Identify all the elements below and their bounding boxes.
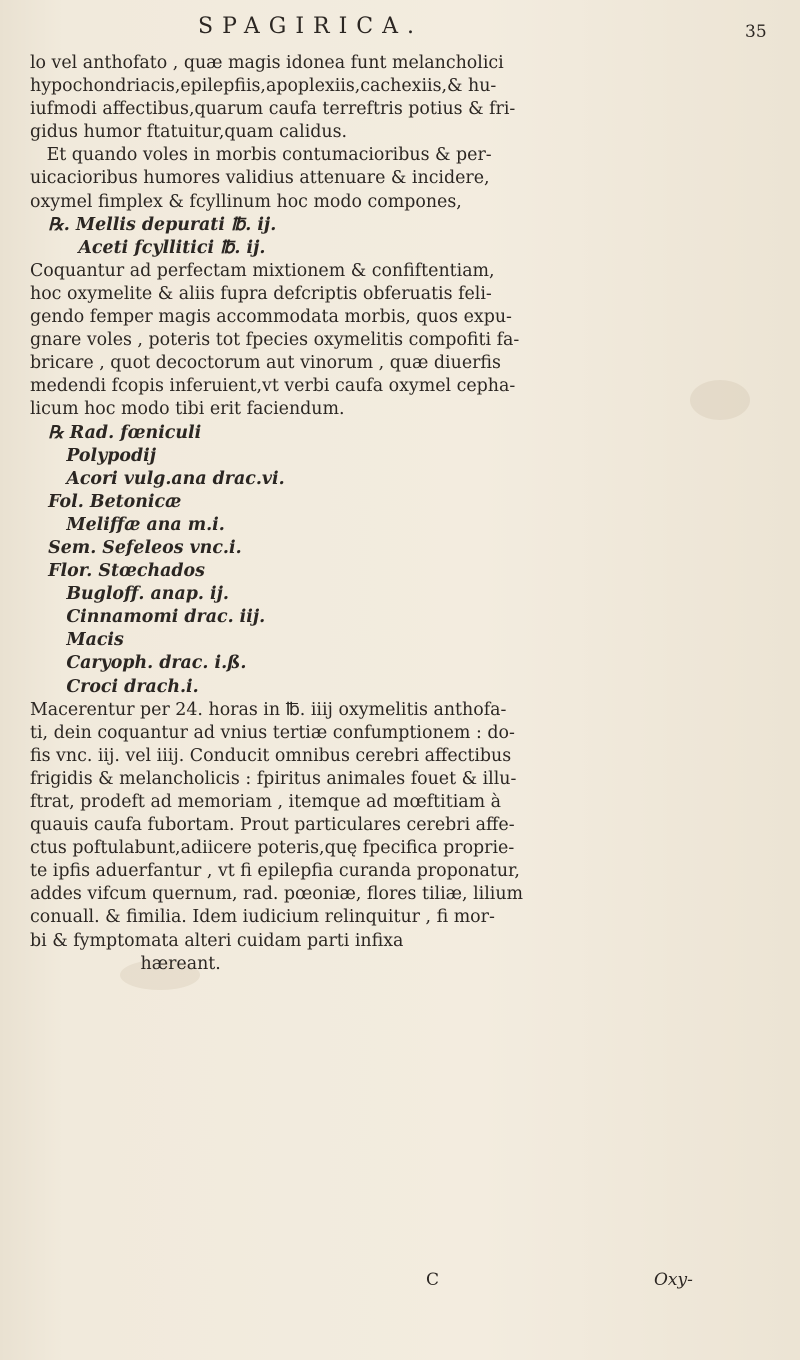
text-line: ctus poftulabunt,adiicere poteris,quę fpecifica proprie- xyxy=(30,838,515,859)
text-line: uicacioribus humores validius attenuare & incidere, xyxy=(30,168,490,189)
text-line: iufmodi affectibus,quarum caufa terreftris potius & fri- xyxy=(30,99,516,120)
text-line: bi & fymptomata alteri cuidam parti infixa xyxy=(30,930,404,951)
text-line: gidus humor ftatuitur,quam calidus. xyxy=(30,122,348,143)
recipe-line: Fol. Betonicæ xyxy=(30,491,182,512)
recipe-line: Meliffæ ana m.i. xyxy=(30,514,225,535)
text-line: medendi fcopis inferuient,vt verbi caufa oxymel cepha- xyxy=(30,376,516,397)
recipe-line: ℞ Rad. fœniculi xyxy=(30,422,202,443)
text-line: Coquantur ad perfectam mixtionem & confiftentiam, xyxy=(30,260,495,281)
catchword: Oxy- xyxy=(654,1270,693,1290)
recipe-line: Macis xyxy=(30,630,124,651)
recipe-line: Bugloff. anap. ij. xyxy=(30,584,229,605)
recipe-line: Sem. Sefeleos vnc.i. xyxy=(30,537,242,558)
text-line: hæreant. xyxy=(30,953,221,974)
text-line: hypochondriacis,epilepfiis,apoplexiis,cachexiis,& hu- xyxy=(30,76,497,97)
recipe-line: ℞. Mellis depurati ℔. ij. xyxy=(30,214,277,235)
text-line: frigidis & melancholicis : fpiritus animales fouet & illu- xyxy=(30,768,517,789)
text-line: addes vifcum quernum, rad. pœoniæ, flores tiliæ, lilium xyxy=(30,884,524,905)
text-line: oxymel fimplex & fcyllinum hoc modo compones, xyxy=(30,191,462,212)
body-text xyxy=(30,52,770,976)
text-line: fis vnc. iij. vel iiij. Conducit omnibus cerebri affectibus xyxy=(30,745,512,766)
recipe-line: Croci drach.i. xyxy=(30,676,199,697)
recipe-line: Acori vulg.ana drac.vi. xyxy=(30,468,285,489)
text-line: bricare , quot decoctorum aut vinorum , quæ diuerfis xyxy=(30,353,501,374)
text-line: licum hoc modo tibi erit faciendum. xyxy=(30,399,345,420)
recipe-line: Aceti fcyllitici ℔. ij. xyxy=(30,237,266,258)
recipe-line: Cinnamomi drac. iij. xyxy=(30,607,266,628)
text-line: gendo femper magis accommodata morbis, quos expu- xyxy=(30,307,512,328)
text-line: quauis caufa fubortam. Prout particulares cerebri affe- xyxy=(30,815,515,836)
signature-mark: C xyxy=(426,1270,440,1290)
text-line: gnare voles , poteris tot fpecies oxymelitis compofiti fa- xyxy=(30,330,520,351)
page-header xyxy=(0,14,800,48)
text-line: Et quando voles in morbis contumacioribus & per- xyxy=(30,145,492,166)
text-line: ti, dein coquantur ad vnius tertiæ confumptionem : do- xyxy=(30,722,515,743)
running-title: SPAGIRICA. xyxy=(198,14,423,39)
recipe-line: Caryoph. drac. i.ß. xyxy=(30,653,247,674)
text-line: lo vel anthofato , quæ magis idonea funt melancholici xyxy=(30,53,504,73)
text-line: ftrat, prodeft ad memoriam , itemque ad mœftitiam à xyxy=(30,792,502,812)
page-number: 35 xyxy=(745,22,767,42)
text-line: conuall. & fimilia. Idem iudicium relinquitur , fi mor- xyxy=(30,907,495,928)
recipe-line: Polypodij xyxy=(30,445,157,466)
recipe-line: Flor. Stœchados xyxy=(30,561,205,582)
text-line: Macerentur per 24. horas in ℔. iiij oxymelitis anthofa- xyxy=(30,699,507,720)
text-line: hoc oxymelite & aliis fupra defcriptis obferuatis feli- xyxy=(30,283,492,304)
page-footer xyxy=(0,1258,800,1318)
text-line: te ipfis aduerfantur , vt fi epilepfia curanda proponatur, xyxy=(30,861,520,882)
